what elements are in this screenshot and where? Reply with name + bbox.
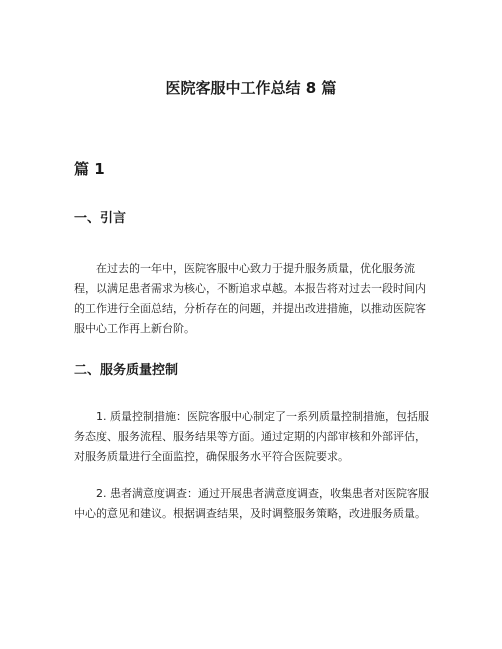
quality-control-measures-paragraph: 1. 质量控制措施：医院客服中心制定了一系列质量控制措施，包括服务态度、服务流程、服务结果等方面。通过定期的内部审核和外部评估，对服务质量进行全面监控，确保服务水平符合医院要求。 — [74, 410, 429, 463]
part-heading: 篇 1 — [74, 160, 105, 178]
document-title: 医院客服中工作总结 8 篇 — [165, 79, 337, 97]
patient-satisfaction-survey-paragraph: 2. 患者满意度调查：通过开展患者满意度调查，收集患者对医院客服中心的意见和建议。根据调查结果，及时调整服务策略，改进服务质量。 — [74, 487, 429, 520]
section-heading-introduction: 一、引言 — [74, 211, 127, 226]
introduction-paragraph: 在过去的一年中，医院客服中心致力于提升服务质量，优化服务流程，以满足患者需求为核心，不断追求卓越。本报告将对过去一段时间内的工作进行全面总结，分析存在的问题，并提出改进措施，以推动医院客服中心工作再上新台阶。 — [74, 262, 426, 335]
section-heading-quality-control: 二、服务质量控制 — [74, 363, 179, 378]
